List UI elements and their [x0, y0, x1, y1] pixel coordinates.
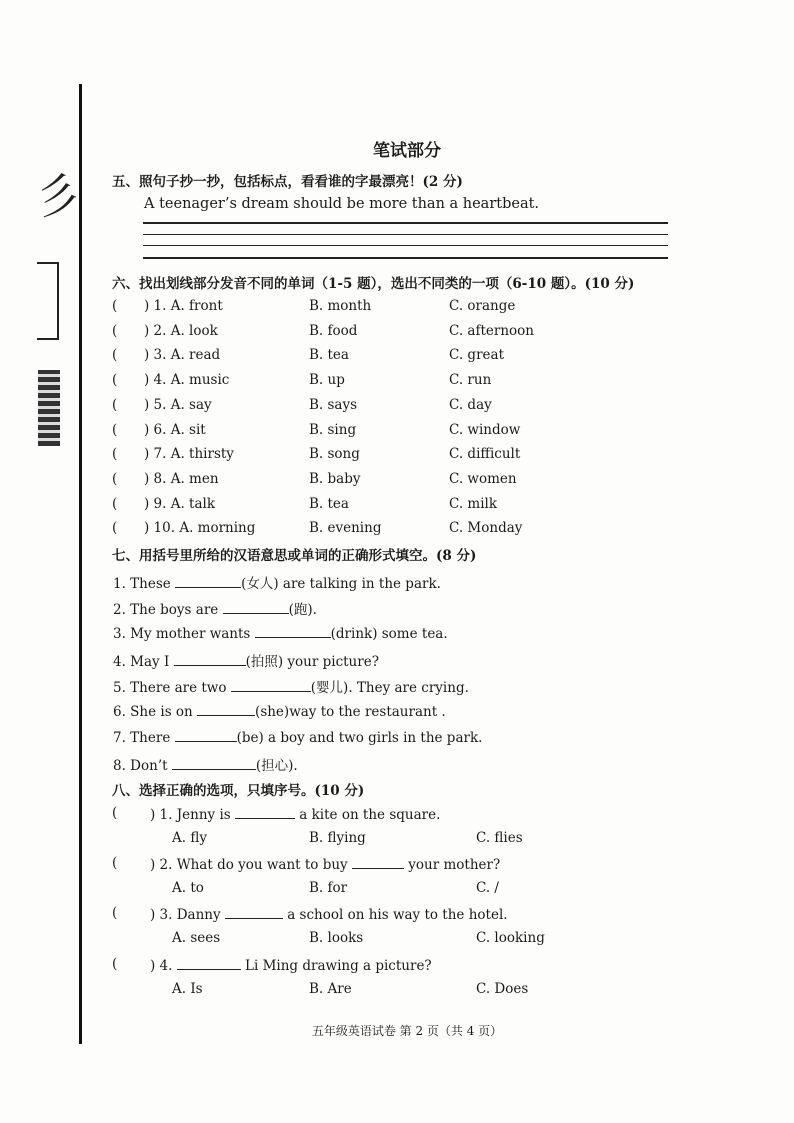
answer-paren: (: [112, 805, 118, 821]
fill-blank-item: [113, 754, 298, 774]
section-8-heading: 八、选择正确的选项，只填序号。(10 分): [112, 783, 365, 799]
answer-blank[interactable]: [225, 905, 283, 919]
question-text-before: ) 1. Jenny is: [150, 807, 235, 823]
option-c: C. women: [449, 470, 517, 487]
option-c: C. flies: [476, 830, 523, 846]
question-text-after: a school on his way to the hotel.: [282, 907, 508, 923]
item-text-before: 6. She is on: [113, 704, 198, 720]
answer-paren: (: [112, 298, 118, 314]
option-c: C. looking: [476, 930, 545, 946]
option-a: ) 4. A. music: [144, 372, 230, 389]
option-b: B. Are: [309, 981, 352, 997]
answer-blank[interactable]: [172, 756, 256, 770]
section-5-heading: 五、照句子抄一抄，包括标点，看看谁的字最漂亮！(2 分): [112, 174, 463, 190]
option-c: C. orange: [449, 298, 516, 314]
option-a: ) 1. A. front: [144, 298, 223, 314]
option-b: B. song: [309, 446, 360, 463]
option-b: B. sing: [309, 421, 357, 438]
option-c: C. Does: [476, 981, 529, 997]
binding-line: [79, 84, 82, 1044]
option-a: A. Is: [172, 981, 203, 997]
fill-blank-item: [113, 702, 446, 720]
copy-line-4: [143, 257, 668, 259]
item-text-after: (跑).: [288, 602, 317, 618]
option-c: C. /: [476, 880, 499, 896]
option-b: B. up: [309, 372, 345, 389]
answer-blank[interactable]: [177, 956, 241, 970]
question-text-after: a kite on the square.: [294, 807, 441, 823]
item-text-before: 1. These: [113, 576, 176, 592]
item-text-before: 3. My mother wants: [113, 626, 255, 642]
margin-handwriting: 彡: [30, 166, 84, 226]
option-c: C. difficult: [449, 446, 521, 463]
option-a: A. sees: [172, 930, 221, 946]
option-b: B. baby: [309, 470, 361, 487]
option-a: ) 2. A. look: [144, 322, 218, 339]
choice-question: [150, 905, 508, 923]
copy-sentence: A teenager’s dream should be more than a heartbeat.: [144, 196, 540, 212]
answer-blank[interactable]: [231, 678, 311, 692]
page-title: 笔试部分: [373, 141, 441, 161]
margin-box: [37, 262, 59, 340]
option-b: B. food: [309, 322, 358, 339]
question-text-before: ) 2. What do you want to buy: [150, 857, 352, 873]
option-a: ) 7. A. thirsty: [144, 446, 234, 463]
fill-blank-item: [113, 650, 379, 670]
option-c: C. great: [449, 347, 504, 364]
fill-blank-item: [113, 676, 469, 696]
answer-blank[interactable]: [174, 652, 246, 666]
fill-blank-item: [113, 572, 441, 592]
fill-blank-item: [113, 598, 317, 618]
answer-paren: (: [112, 347, 118, 364]
option-b: B. evening: [309, 520, 382, 537]
answer-paren: (: [112, 322, 118, 339]
section-7-heading: 七、用括号里所给的汉语意思或单词的正确形式填空。(8 分): [112, 548, 477, 564]
answer-paren: (: [112, 956, 118, 972]
answer-paren: (: [112, 470, 118, 487]
option-c: C. window: [449, 421, 521, 438]
option-a: A. to: [172, 880, 204, 896]
answer-paren: (: [112, 421, 118, 438]
answer-paren: (: [112, 495, 118, 512]
copy-line-1: [143, 222, 668, 224]
choice-question: [150, 805, 440, 823]
item-text-before: 5. There are two: [113, 680, 231, 696]
fill-blank-item: [113, 728, 482, 746]
copy-line-2: [143, 234, 668, 235]
page-footer: 五年级英语试卷 第 2 页（共 4 页）: [311, 1024, 503, 1038]
option-c: C. Monday: [449, 520, 523, 537]
answer-paren: (: [112, 446, 118, 463]
option-a: ) 6. A. sit: [144, 421, 206, 438]
option-b: B. flying: [309, 830, 366, 846]
item-text-after: (婴儿). They are crying.: [310, 680, 469, 696]
copy-line-3: [143, 245, 668, 246]
option-a: ) 9. A. talk: [144, 495, 216, 512]
answer-paren: (: [112, 372, 118, 389]
margin-seal: [38, 370, 60, 446]
option-a: ) 10. A. morning: [144, 520, 256, 537]
item-text-before: 2. The boys are: [113, 602, 223, 618]
item-text-after: (she)way to the restaurant .: [255, 704, 446, 720]
answer-blank[interactable]: [175, 574, 241, 588]
answer-paren: (: [112, 905, 118, 921]
item-text-before: 7. There: [113, 730, 175, 746]
item-text-after: (拍照) your picture?: [245, 654, 379, 670]
choice-question: [150, 956, 432, 974]
section-6-heading: 六、找出划线部分发音不同的单词（1-5 题），选出不同类的一项（6-10 题）。(10 分): [112, 276, 635, 292]
option-c: C. milk: [449, 495, 498, 512]
question-text-after: your mother?: [403, 857, 501, 873]
choice-question: [150, 855, 500, 873]
answer-paren: (: [112, 396, 118, 413]
answer-paren: (: [112, 855, 118, 871]
option-c: C. day: [449, 396, 492, 413]
option-a: ) 3. A. read: [144, 347, 221, 364]
question-text-after: Li Ming drawing a picture?: [240, 958, 432, 974]
option-b: B. tea: [309, 347, 349, 364]
item-text-before: 4. May I: [113, 654, 174, 670]
option-b: B. for: [309, 880, 348, 896]
answer-blank[interactable]: [223, 600, 289, 614]
item-text-after: (be) a boy and two girls in the park.: [236, 730, 483, 746]
answer-paren: (: [112, 520, 118, 537]
answer-blank[interactable]: [255, 624, 331, 638]
item-text-after: (担心).: [255, 758, 298, 774]
answer-blank[interactable]: [175, 728, 237, 742]
option-b: B. looks: [309, 930, 364, 946]
option-c: C. afternoon: [449, 322, 534, 339]
answer-blank[interactable]: [235, 805, 295, 819]
option-b: B. tea: [309, 495, 349, 512]
option-b: B. month: [309, 298, 372, 314]
fill-blank-item: [113, 624, 448, 642]
item-text-before: 8. Don’t: [113, 758, 172, 774]
item-text-after: (drink) some tea.: [330, 626, 448, 642]
item-text-after: (女人) are talking in the park.: [241, 576, 441, 592]
option-a: ) 8. A. men: [144, 470, 219, 487]
question-text-before: ) 4.: [150, 958, 177, 974]
answer-blank[interactable]: [352, 855, 404, 869]
answer-blank[interactable]: [197, 702, 255, 716]
option-a: ) 5. A. say: [144, 396, 212, 413]
option-a: A. fly: [172, 830, 207, 846]
option-b: B. says: [309, 396, 358, 413]
option-c: C. run: [449, 372, 492, 389]
question-text-before: ) 3. Danny: [150, 907, 225, 923]
